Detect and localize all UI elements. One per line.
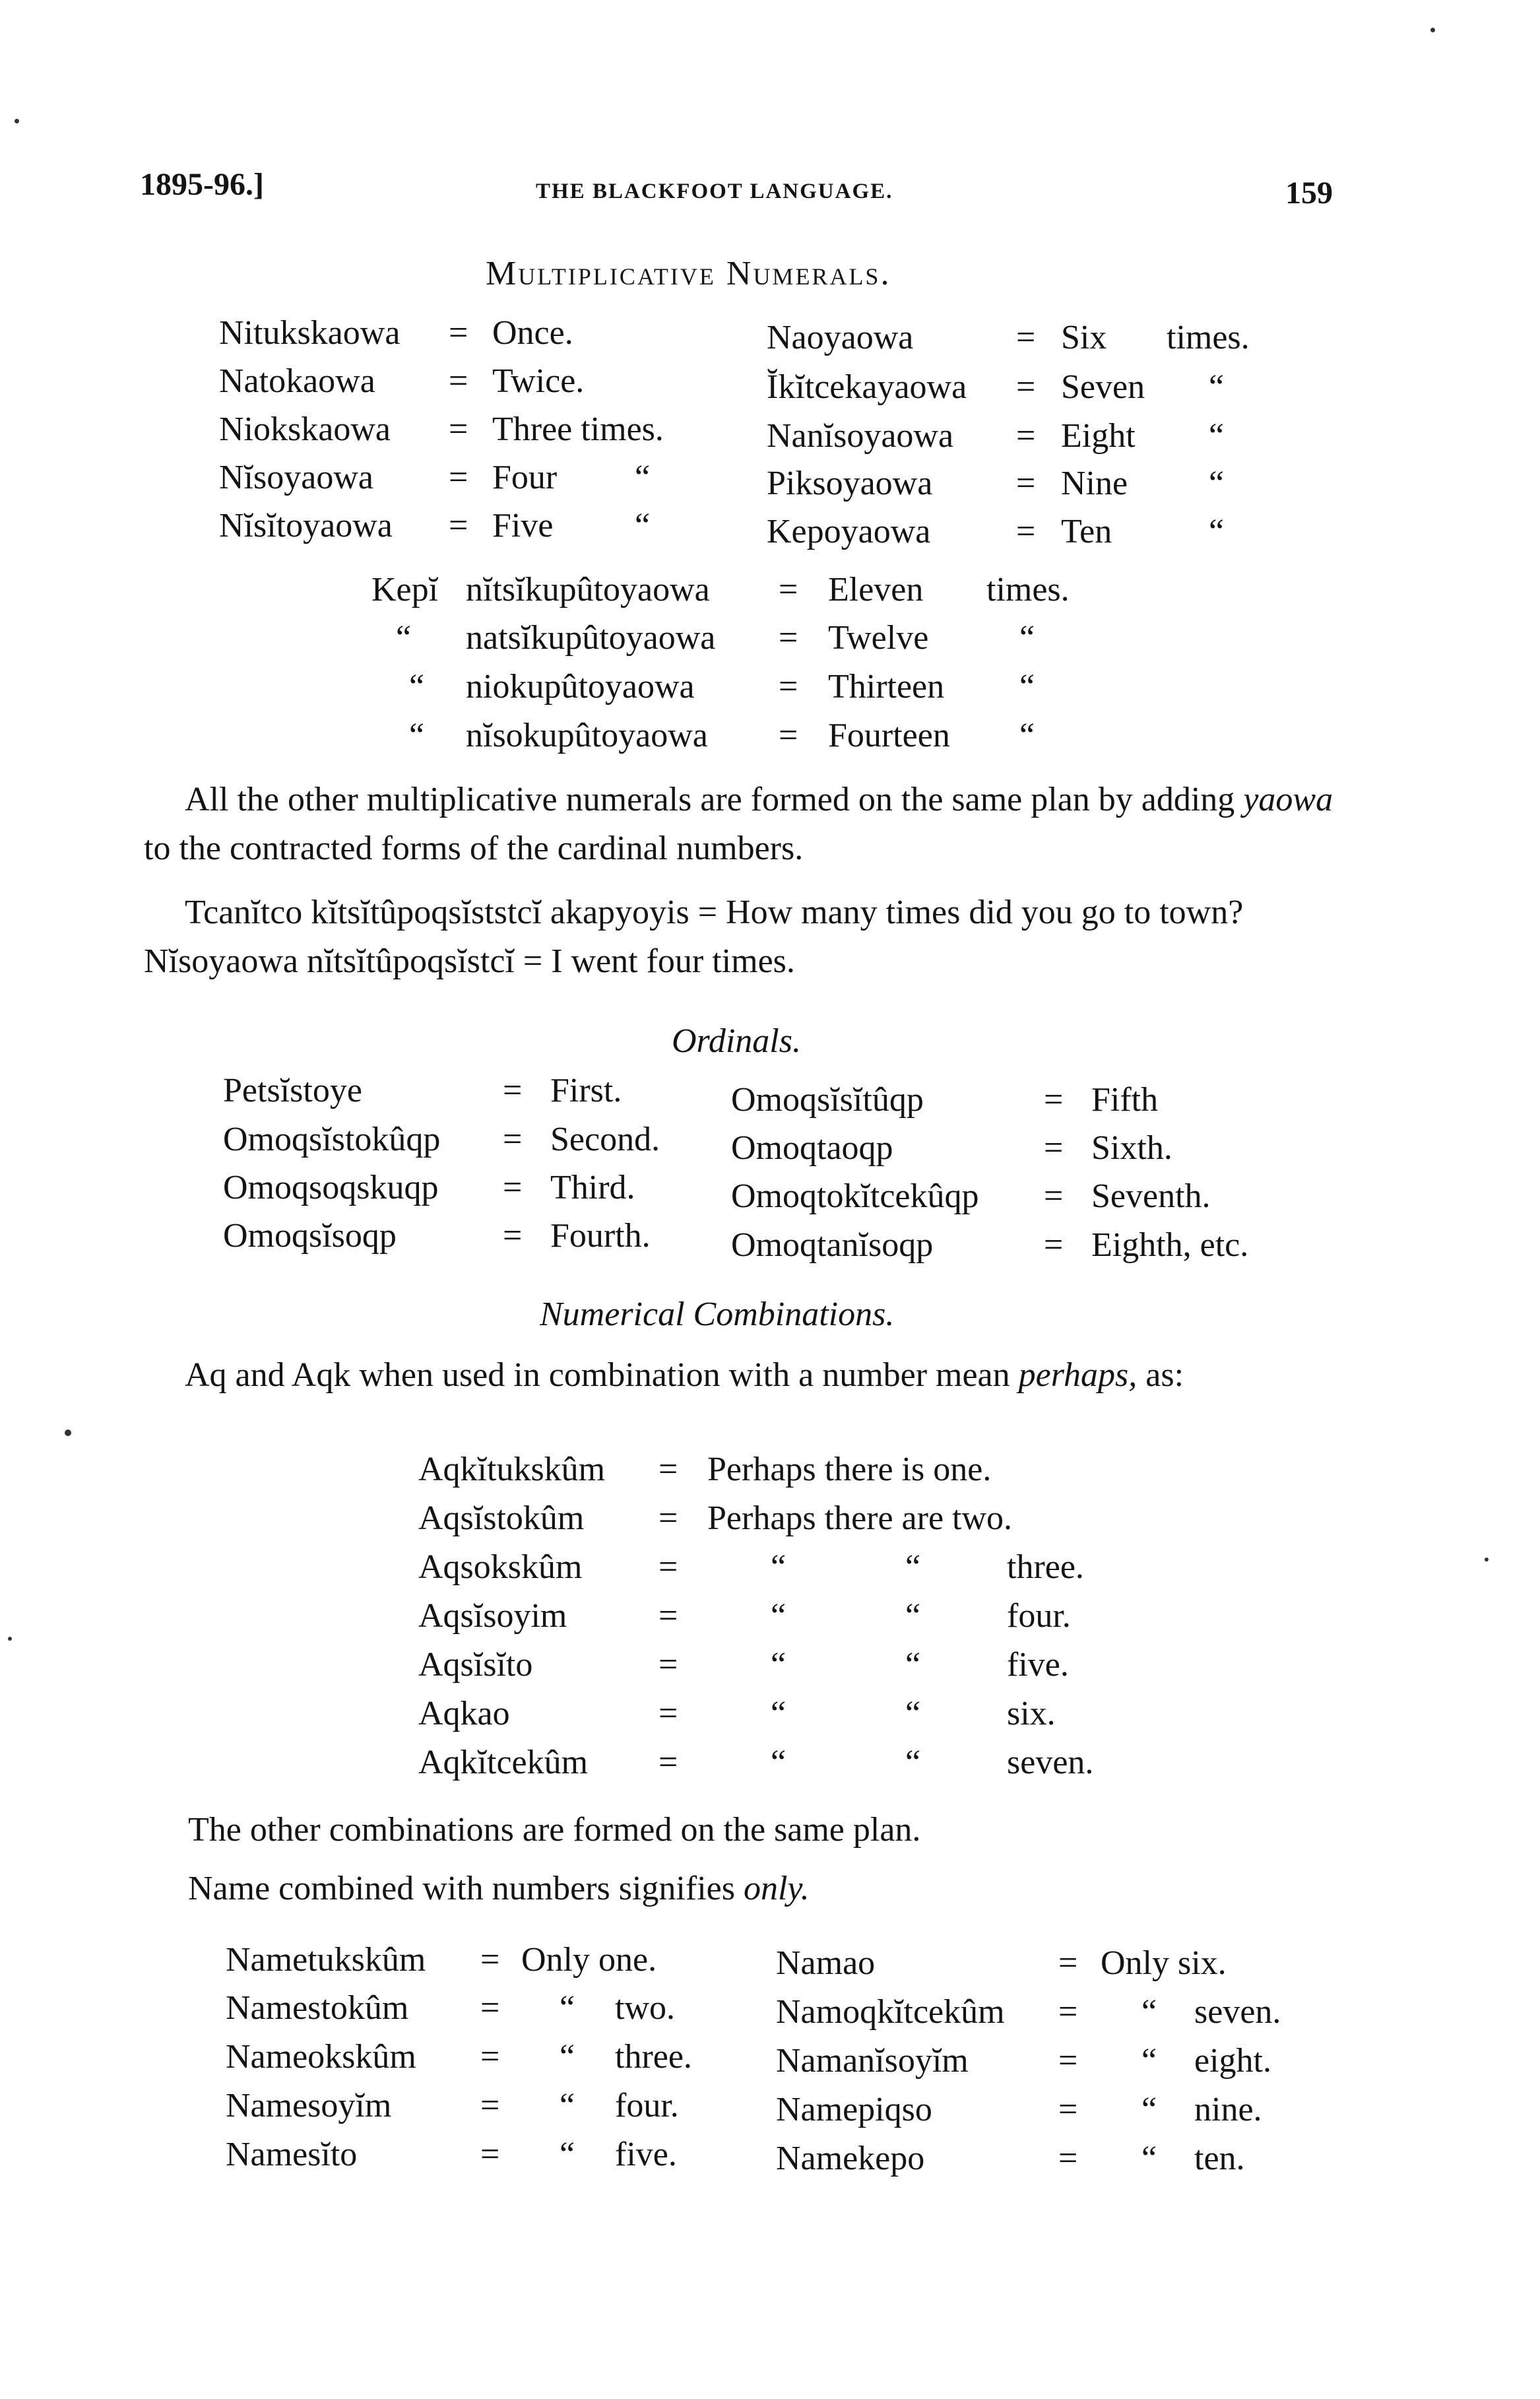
- paragraph-example: Tcanĭtco kĭtsĭtûpoqsĭststcĭ akapyoyis = How many times did you go to town? Nĭsoyaowa nĭtsĭtûpoqsĭstcĭ = I went four times.: [144, 894, 1244, 980]
- section-title-multiplicative: Multiplicative Numerals.: [486, 255, 891, 292]
- equals-sign: =: [1058, 1944, 1078, 1982]
- term: Omoqsĭsoqp: [223, 1217, 397, 1255]
- term: nĭtsĭkupûtoyaowa: [466, 571, 710, 608]
- term: natsĭkupûtoyaowa: [466, 619, 716, 657]
- equals-sign: =: [1016, 319, 1036, 356]
- equals-sign: =: [1044, 1226, 1064, 1264]
- equals-sign: =: [658, 1744, 678, 1781]
- gloss: five.: [1007, 1646, 1069, 1684]
- term: Namao: [776, 1944, 876, 1982]
- scan-speck: [65, 1430, 71, 1436]
- equals-sign: =: [480, 2136, 500, 2173]
- ditto-mark: “: [905, 1548, 921, 1586]
- equals-sign: =: [658, 1548, 678, 1586]
- equals-sign: =: [1058, 1993, 1078, 2031]
- gloss: Ten: [1061, 513, 1112, 550]
- term: Namestokûm: [226, 1989, 409, 2027]
- ditto-mark: “: [771, 1548, 786, 1586]
- term: Niokskaowa: [219, 411, 391, 448]
- ditto-mark: “: [560, 2087, 575, 2124]
- equals-sign: =: [1016, 513, 1036, 550]
- term: Piksoyaowa: [767, 465, 933, 502]
- gloss: Four: [492, 459, 558, 496]
- lead: “: [396, 619, 412, 657]
- gloss: Only one.: [521, 1941, 657, 1979]
- term: Omoqsĭstokûqp: [223, 1121, 441, 1158]
- text: All the other multiplicative numerals are formed on the same plan by adding: [185, 781, 1235, 818]
- term: Namanĭsoyĭm: [776, 2042, 969, 2080]
- gloss: Three times.: [492, 411, 664, 448]
- section-title-ordinals: Ordinals.: [672, 1022, 801, 1060]
- equals-sign: =: [658, 1451, 678, 1488]
- term: Namesĭto: [226, 2136, 358, 2173]
- term: Omoqtaoqp: [731, 1129, 893, 1167]
- term: Aqsĭsĭto: [418, 1646, 533, 1684]
- text: as:: [1145, 1356, 1184, 1394]
- term: Omoqsĭsĭtûqp: [731, 1081, 924, 1119]
- scan-speck: [15, 119, 19, 123]
- gloss: seven.: [1194, 1993, 1281, 2031]
- equals-sign: =: [1058, 2042, 1078, 2080]
- ditto-mark: “: [905, 1646, 921, 1684]
- ditto-mark: “: [635, 507, 651, 544]
- text: to the contracted forms of the cardinal numbers.: [144, 830, 804, 867]
- gloss: Fourth.: [550, 1217, 651, 1255]
- equals-sign: =: [1044, 1081, 1064, 1119]
- equals-sign: =: [779, 717, 798, 754]
- term: Aqsĭsoyim: [418, 1597, 567, 1635]
- lead: Kepĭ: [371, 571, 439, 608]
- term: Nanĭsoyaowa: [767, 417, 954, 455]
- italic-term: perhaps,: [1018, 1356, 1138, 1394]
- gloss: Perhaps there are two.: [707, 1499, 1013, 1537]
- gloss: Eighth, etc.: [1091, 1226, 1249, 1264]
- gloss: three.: [1007, 1548, 1084, 1586]
- term: Natokaowa: [219, 362, 375, 400]
- equals-sign: =: [1058, 2140, 1078, 2177]
- scan-speck: [8, 1637, 12, 1641]
- gloss: four.: [615, 2087, 679, 2124]
- gloss: Second.: [550, 1121, 660, 1158]
- italic-term: yaowa: [1243, 781, 1333, 818]
- gloss: Sixth.: [1091, 1129, 1172, 1167]
- ditto-mark: times.: [1167, 319, 1250, 356]
- ditto-mark: times.: [986, 571, 1070, 608]
- running-head-title: THE BLACKFOOT LANGUAGE.: [536, 180, 893, 203]
- gloss: six.: [1007, 1695, 1056, 1732]
- equals-sign: =: [779, 619, 798, 657]
- equals-sign: =: [449, 362, 468, 400]
- paragraph-multiplicative-plan: [144, 775, 1351, 873]
- equals-sign: =: [658, 1646, 678, 1684]
- term: Aqkĭtukskûm: [418, 1451, 606, 1488]
- gloss: Thirteen: [828, 668, 945, 706]
- term: Nameokskûm: [226, 2038, 416, 2076]
- equals-sign: =: [449, 507, 468, 544]
- equals-sign: =: [1044, 1129, 1064, 1167]
- term: Aqsĭstokûm: [418, 1499, 585, 1537]
- term: Nĭsĭtoyaowa: [219, 507, 393, 544]
- gloss: Seventh.: [1091, 1177, 1211, 1215]
- equals-sign: =: [1016, 368, 1036, 406]
- equals-sign: =: [503, 1217, 523, 1255]
- equals-sign: =: [779, 668, 798, 706]
- running-head-volume: 1895-96.]: [140, 167, 264, 202]
- gloss: four.: [1007, 1597, 1071, 1635]
- equals-sign: =: [658, 1597, 678, 1635]
- gloss: Once.: [492, 314, 573, 352]
- gloss: seven.: [1007, 1744, 1094, 1781]
- gloss: Twice.: [492, 362, 585, 400]
- equals-sign: =: [1016, 465, 1036, 502]
- ditto-mark: “: [635, 459, 651, 496]
- term: Omoqsoqskuqp: [223, 1169, 439, 1206]
- paragraph-perhaps: [144, 1351, 1351, 1400]
- term: Petsĭstoye: [223, 1072, 362, 1109]
- term: Namekepo: [776, 2140, 925, 2177]
- equals-sign: =: [1058, 2091, 1078, 2128]
- lead: “: [409, 668, 425, 706]
- term: Aqkĭtcekûm: [418, 1744, 589, 1781]
- scan-speck: [1430, 28, 1435, 32]
- ditto-mark: “: [905, 1695, 921, 1732]
- term: Nĭsoyaowa: [219, 459, 373, 496]
- term: Ĭkĭtcekayaowa: [767, 368, 967, 406]
- equals-sign: =: [658, 1499, 678, 1537]
- equals-sign: =: [503, 1072, 523, 1109]
- text: Name combined with numbers signifies: [188, 1870, 735, 1907]
- scan-speck: [1485, 1558, 1489, 1561]
- gloss: Eleven: [828, 571, 924, 608]
- equals-sign: =: [449, 314, 468, 352]
- term: Aqkao: [418, 1695, 510, 1732]
- paragraph-only: [188, 1869, 810, 1908]
- term: Nametukskûm: [226, 1941, 426, 1979]
- ditto-mark: “: [1141, 2091, 1157, 2128]
- ditto-mark: “: [771, 1646, 786, 1684]
- section-title-combinations: Numerical Combinations.: [540, 1296, 895, 1333]
- gloss: Nine: [1061, 465, 1128, 502]
- gloss: Perhaps there is one.: [707, 1451, 992, 1488]
- paragraph-other-combinations: The other combinations are formed on the same plan.: [188, 1811, 921, 1849]
- gloss: Only six.: [1101, 1944, 1227, 1982]
- ditto-mark: “: [1209, 465, 1225, 502]
- gloss: two.: [615, 1989, 675, 2027]
- equals-sign: =: [503, 1169, 523, 1206]
- ditto-mark: “: [1209, 417, 1225, 455]
- ditto-mark: “: [1209, 513, 1225, 550]
- text: Aq and Aqk when used in combination with a number mean: [185, 1356, 1010, 1394]
- equals-sign: =: [480, 1941, 500, 1979]
- gloss: five.: [615, 2136, 677, 2173]
- ditto-mark: “: [771, 1744, 786, 1781]
- term: Namoqkĭtcekûm: [776, 1993, 1005, 2031]
- gloss: Third.: [550, 1169, 635, 1206]
- term: Namesoyĭm: [226, 2087, 392, 2124]
- equals-sign: =: [779, 571, 798, 608]
- gloss: Five: [492, 507, 554, 544]
- term: Nitukskaowa: [219, 314, 401, 352]
- equals-sign: =: [503, 1121, 523, 1158]
- term: nĭsokupûtoyaowa: [466, 717, 708, 754]
- ditto-mark: “: [1209, 368, 1225, 406]
- ditto-mark: “: [1019, 619, 1035, 657]
- equals-sign: =: [658, 1695, 678, 1732]
- ditto-mark: “: [560, 1989, 575, 2027]
- term: Naoyaowa: [767, 319, 914, 356]
- ditto-mark: “: [1019, 668, 1035, 706]
- equals-sign: =: [1044, 1177, 1064, 1215]
- italic-term: only.: [743, 1870, 810, 1907]
- ditto-mark: “: [1019, 717, 1035, 754]
- gloss: ten.: [1194, 2140, 1245, 2177]
- ditto-mark: “: [905, 1744, 921, 1781]
- ditto-mark: “: [560, 2038, 575, 2076]
- ditto-mark: “: [905, 1597, 921, 1635]
- term: Omoqtanĭsoqp: [731, 1226, 934, 1264]
- term: Aqsokskûm: [418, 1548, 583, 1586]
- term: niokupûtoyaowa: [466, 668, 695, 706]
- page-number: 159: [1285, 176, 1333, 211]
- ditto-mark: “: [771, 1695, 786, 1732]
- ditto-mark: “: [560, 2136, 575, 2173]
- gloss: nine.: [1194, 2091, 1262, 2128]
- ditto-mark: “: [1141, 1993, 1157, 2031]
- equals-sign: =: [449, 411, 468, 448]
- term: Kepoyaowa: [767, 513, 931, 550]
- lead: “: [409, 717, 425, 754]
- ditto-mark: “: [1141, 2042, 1157, 2080]
- equals-sign: =: [449, 459, 468, 496]
- ditto-mark: “: [771, 1597, 786, 1635]
- gloss: Six: [1061, 319, 1107, 356]
- gloss: Twelve: [828, 619, 929, 657]
- gloss: three.: [615, 2038, 692, 2076]
- gloss: Seven: [1061, 368, 1145, 406]
- equals-sign: =: [480, 1989, 500, 2027]
- equals-sign: =: [480, 2087, 500, 2124]
- term: Omoqtokĭtcekûqp: [731, 1177, 979, 1215]
- gloss: Fourteen: [828, 717, 950, 754]
- ditto-mark: “: [1141, 2140, 1157, 2177]
- gloss: Fifth: [1091, 1081, 1159, 1119]
- term: Namepiqso: [776, 2091, 932, 2128]
- gloss: First.: [550, 1072, 622, 1109]
- gloss: Eight: [1061, 417, 1136, 455]
- equals-sign: =: [480, 2038, 500, 2076]
- gloss: eight.: [1194, 2042, 1271, 2080]
- equals-sign: =: [1016, 417, 1036, 455]
